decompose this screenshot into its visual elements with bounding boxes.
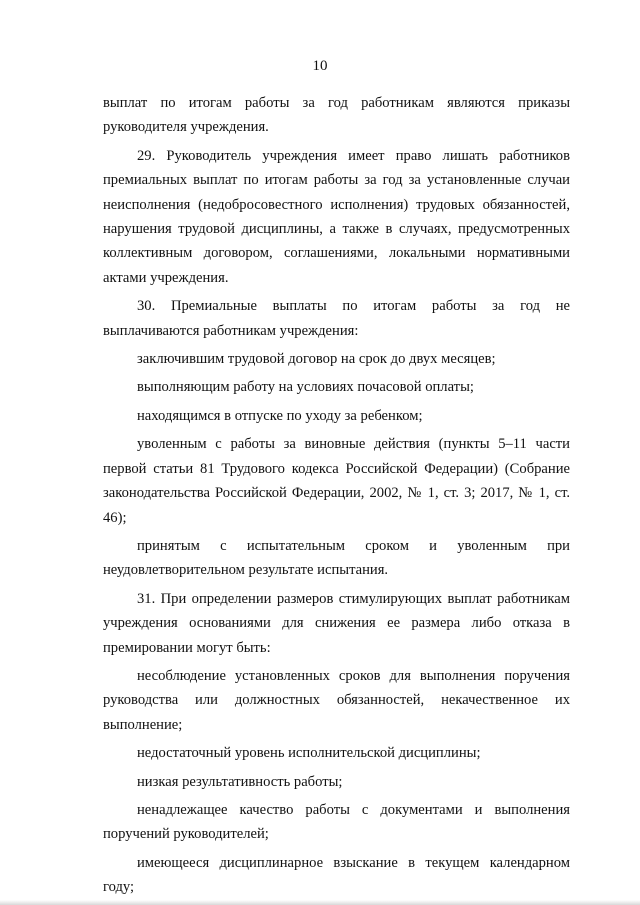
list-item-two-months: заключившим трудовой договор на срок до двух месяцев;	[137, 351, 496, 368]
list-item-parental-leave: находящимся в отпуске по уходу за ребенком;	[137, 407, 423, 424]
list-item-discipline: недостаточный уровень исполнительской дисциплины;	[137, 745, 481, 762]
list-item-dismissed-for-cause: уволенным с работы за виновные действия (пункты 5–11 части первой статьи 81 Трудового кодекса Российской Федерации) (Собрание законодательства Российской Федерации, 2002, № 1, ст. 3; 2017, № 1, ст. 46);	[103, 436, 570, 526]
list-item-disciplinary-penalty: имеющееся дисциплинарное взыскание в текущем календарном году;	[103, 854, 570, 896]
page-number: 10	[312, 58, 328, 74]
list-item-missed-deadlines: несоблюдение установленных сроков для выполнения поручения руководства или должностных обязанностей, некачественное их выполнение;	[103, 667, 570, 733]
paragraph-30: 30. Премиальные выплаты по итогам работы за год не выплачиваются работникам учреждения:	[103, 298, 570, 339]
paragraph-31: 31. При определении размеров стимулирующих выплат работникам учреждения основаниями для снижения ее размера либо отказа в премировании могут быть:	[103, 590, 570, 656]
list-item-poor-quality: ненадлежащее качество работы с документами и выполнения поручений руководителей;	[103, 801, 570, 843]
paragraph-29: 29. Руководитель учреждения имеет право лишать работников премиальных выплат по итогам работы за год за установленные случаи неисполнения (недобросовестного исполнения) трудовых обязанностей, нарушения трудовой дисциплины, а также в случаях, предусмотренных коллективным договором, соглашениями, локальными нормативными актами учреждения.	[103, 147, 570, 286]
scan-edge	[0, 900, 640, 905]
list-item-low-results: низкая результативность работы;	[137, 773, 343, 790]
paragraph-continuation: выплат по итогам работы за год работникам являются приказы руководителя учреждения.	[103, 95, 570, 136]
document-body	[103, 91, 570, 900]
list-item-hourly-pay: выполняющим работу на условиях почасовой оплаты;	[137, 379, 474, 396]
list-item-probation: принятым с испытательным сроком и уволенным при неудовлетворительном результате испытания.	[103, 537, 570, 579]
